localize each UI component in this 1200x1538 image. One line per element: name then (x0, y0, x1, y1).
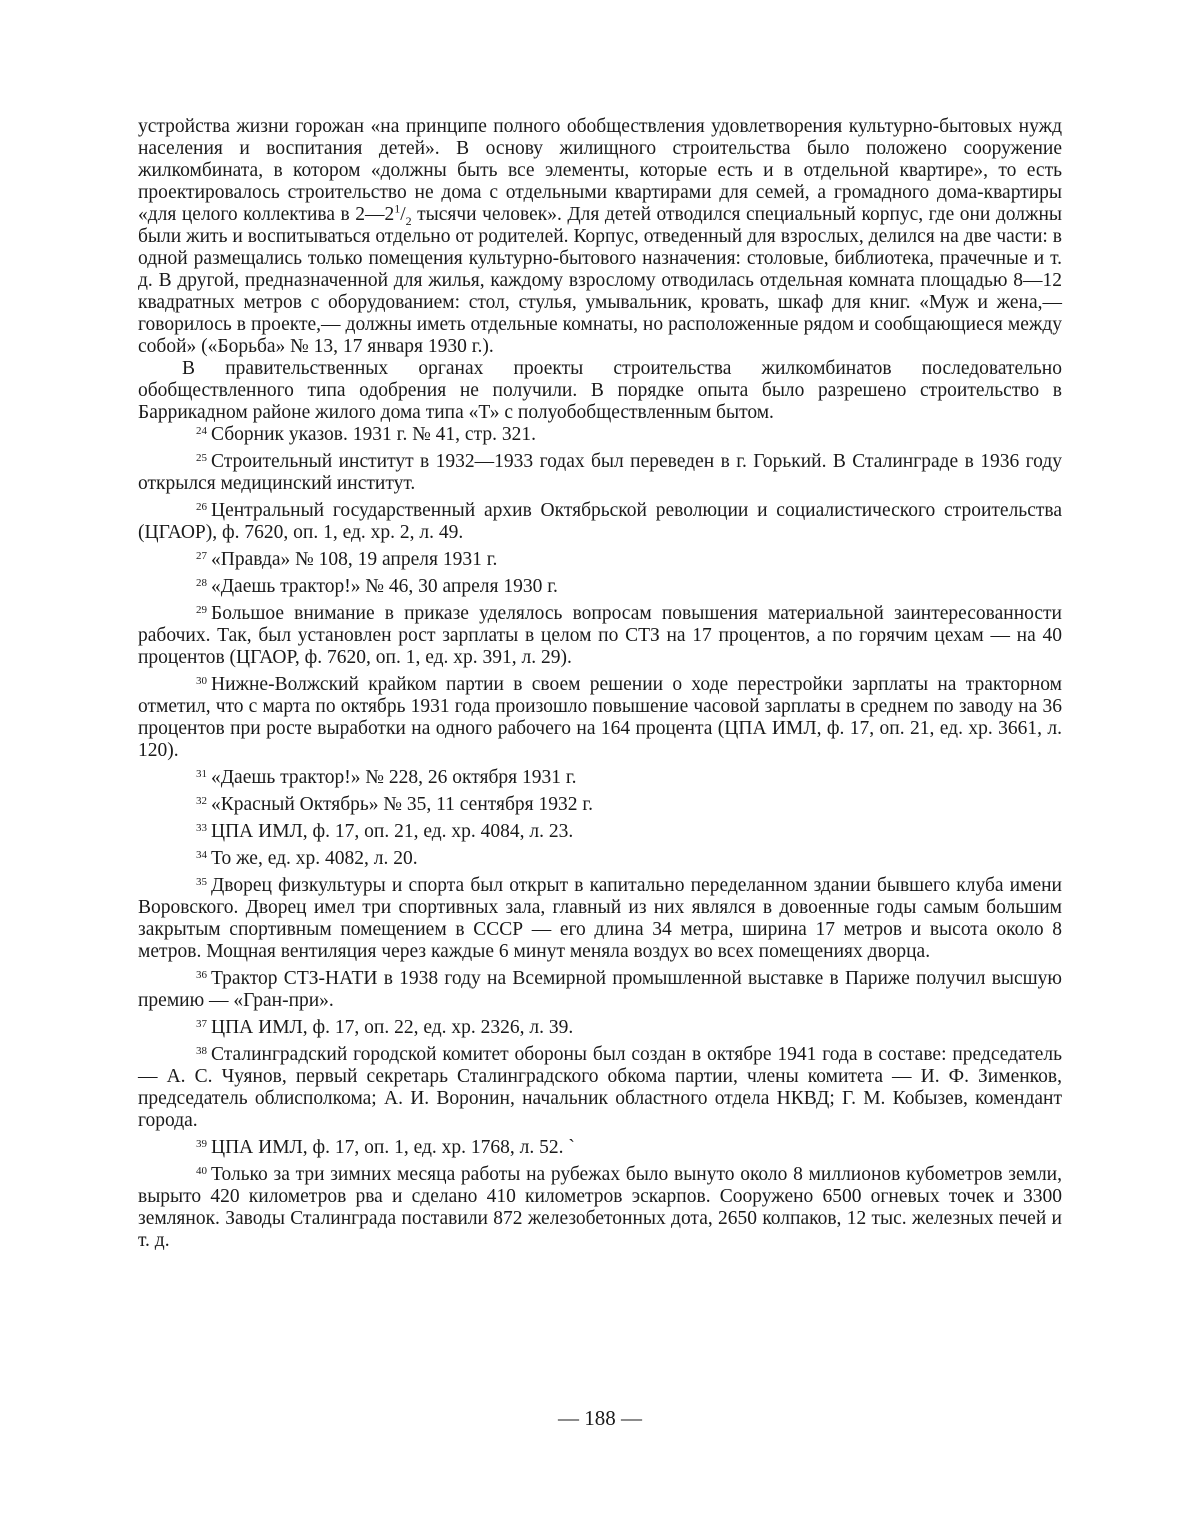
fraction-denominator: 2 (406, 214, 412, 228)
footnote-40 (138, 1164, 1062, 1252)
footnote-number: 25 (196, 452, 207, 464)
page-content (138, 116, 1062, 1252)
fraction-numerator: 1 (394, 202, 400, 216)
footnote-number: 24 (196, 425, 207, 437)
footnote-number: 31 (196, 768, 207, 780)
footnote-38 (138, 1044, 1062, 1132)
footnote-37 (138, 1017, 1062, 1039)
footnote-text: «Красный Октябрь» № 35, 11 сентября 1932 г. (211, 794, 593, 815)
fraction: 1/2 (394, 204, 411, 225)
footnote-29 (138, 603, 1062, 669)
footnote-number: 27 (196, 550, 207, 562)
footnote-text: Сталинградский городской комитет обороны был создан в октябре 1941 года в составе: председатель — А. С. Чуянов, первый секретарь Сталинградского обкома партии, члены комитета — И. Ф. Зименков, председатель облисполкома; А. И. Воронин, начальник областного отдела НКВД; Г. М. Кобызев, комендант города. (138, 1044, 1062, 1131)
footnote-39 (138, 1137, 1062, 1159)
paragraph-text: тысячи человек». Для детей отводился специальный корпус, где они должны были жить и воспитываться отдельно от родителей. Корпус, отведенный для взрослых, делился на две части: в одной размещались только помещения культурно-бытового назначения: столовые, библиотека, прачечные и т. д. В другой, предназначенной для жилья, каждому взрослому отводилась отдельная комната площадью 8—12 квадратных метров с оборудованием: стол, стулья, умывальник, кровать, шкаф для книг. «Муж и жена,— говорилось в проекте,— должны иметь отдельные комнаты, но расположенные рядом и сообщающиеся между собой» («Борьба» № 13, 17 января 1930 г.). (138, 204, 1062, 357)
footnote-30 (138, 674, 1062, 762)
footnote-32 (138, 794, 1062, 816)
footnote-number: 36 (196, 969, 207, 981)
page-number: — 188 — (0, 1406, 1200, 1431)
footnote-text: ЦПА ИМЛ, ф. 17, оп. 21, ед. хр. 4084, л. 23. (211, 821, 573, 842)
footnote-24 (138, 424, 1062, 446)
footnote-text: Строительный институт в 1932—1933 годах был переведен в г. Горький. В Сталинграде в 1936 году открылся медицинский институт. (138, 451, 1062, 494)
footnote-text: «Даешь трактор!» № 228, 26 октября 1931 г. (211, 767, 577, 788)
footnote-25 (138, 451, 1062, 495)
footnote-number: 29 (196, 604, 207, 616)
footnote-number: 34 (196, 849, 207, 861)
footnote-text: Только за три зимних месяца работы на рубежах было вынуто около 8 миллионов кубометров земли, вырыто 420 километров рва и сделано 410 километров эскарпов. Сооружено 6500 огневых точек и 3300 землянок. Заводы Сталинграда поставили 872 железобетонных дота, 2650 колпаков, 12 тыс. железных печей и т. д. (138, 1164, 1062, 1251)
footnote-26 (138, 500, 1062, 544)
footnote-31 (138, 767, 1062, 789)
footnote-28 (138, 576, 1062, 598)
paragraph-text: устройства жизни горожан «на принципе полного обобществления удовлетворения культурно-бытовых нужд населения и воспитания детей». В основу жилищного строительства было положено сооружение жилкомбината, в котором «должны быть все элементы, которые есть и в отдельной квартире», то есть проектировалось строительство не дома с отдельными квартирами для семей, а громадного дома-квартиры «для целого коллектива в 2—2 (138, 116, 1062, 225)
footnote-number: 30 (196, 675, 207, 687)
footnote-35 (138, 875, 1062, 963)
footnote-text: ЦПА ИМЛ, ф. 17, оп. 22, ед. хр. 2326, л. 39. (211, 1017, 573, 1038)
footnote-number: 38 (196, 1045, 207, 1057)
footnote-number: 40 (196, 1165, 207, 1177)
footnote-text: Центральный государственный архив Октябрьской революции и социалистического строительства (ЦГАОР), ф. 7620, оп. 1, ед. хр. 2, л. 49. (138, 500, 1062, 543)
footnote-text: «Правда» № 108, 19 апреля 1931 г. (211, 549, 497, 570)
footnote-text: Дворец физкультуры и спорта был открыт в капитально переделанном здании бывшего клуба имени Воровского. Дворец имел три спортивных зала, главный из них являлся в довоенные годы самым большим закрытым спортивным помещением в СССР — его длина 34 метра, ширина 17 метров и высота около 8 метров. Мощная вентиляция через каждые 6 минут меняла воздух во всех помещениях дворца. (138, 875, 1062, 962)
footnote-number: 26 (196, 501, 207, 513)
footnote-text: То же, ед. хр. 4082, л. 20. (211, 848, 418, 869)
footnote-text: Большое внимание в приказе уделялось вопросам повышения материальной заинтересованности рабочих. Так, был установлен рост зарплаты в целом по СТЗ на 17 процентов, а по горячим цехам — на 40 процентов (ЦГАОР, ф. 7620, оп. 1, ед. хр. 391, л. 29). (138, 603, 1062, 668)
footnote-number: 39 (196, 1138, 207, 1150)
footnote-number: 33 (196, 822, 207, 834)
footnote-36 (138, 968, 1062, 1012)
footnote-text: «Даешь трактор!» № 46, 30 апреля 1930 г. (211, 576, 558, 597)
footnote-27 (138, 549, 1062, 571)
footnotes-list (138, 424, 1062, 1252)
footnote-text: Сборник указов. 1931 г. № 41, стр. 321. (211, 424, 536, 445)
footnote-34 (138, 848, 1062, 870)
footnote-text: ЦПА ИМЛ, ф. 17, оп. 1, ед. хр. 1768, л. 52. ` (211, 1137, 575, 1158)
body-paragraph-1 (138, 116, 1062, 358)
footnote-number: 28 (196, 577, 207, 589)
footnote-number: 32 (196, 795, 207, 807)
footnote-text: Нижне-Волжский крайком партии в своем решении о ходе перестройки зарплаты на тракторном отметил, что с марта по октябрь 1931 года произошло повышение часовой зарплаты в среднем по заводу на 36 процентов при росте выработки на одного рабочего на 164 процента (ЦПА ИМЛ, ф. 17, оп. 21, ед. хр. 3661, л. 120). (138, 674, 1062, 761)
body-paragraph-2: В правительственных органах проекты строительства жилкомбинатов последовательно обобществленного типа одобрения не получили. В порядке опыта было разрешено строительство в Баррикадном районе жилого дома типа «Т» с полуобобществленным бытом. (138, 358, 1062, 424)
footnote-number: 35 (196, 876, 207, 888)
footnote-number: 37 (196, 1018, 207, 1030)
footnote-text: Трактор СТЗ-НАТИ в 1938 году на Всемирной промышленной выставке в Париже получил высшую премию — «Гран-при». (138, 968, 1062, 1011)
footnote-33 (138, 821, 1062, 843)
